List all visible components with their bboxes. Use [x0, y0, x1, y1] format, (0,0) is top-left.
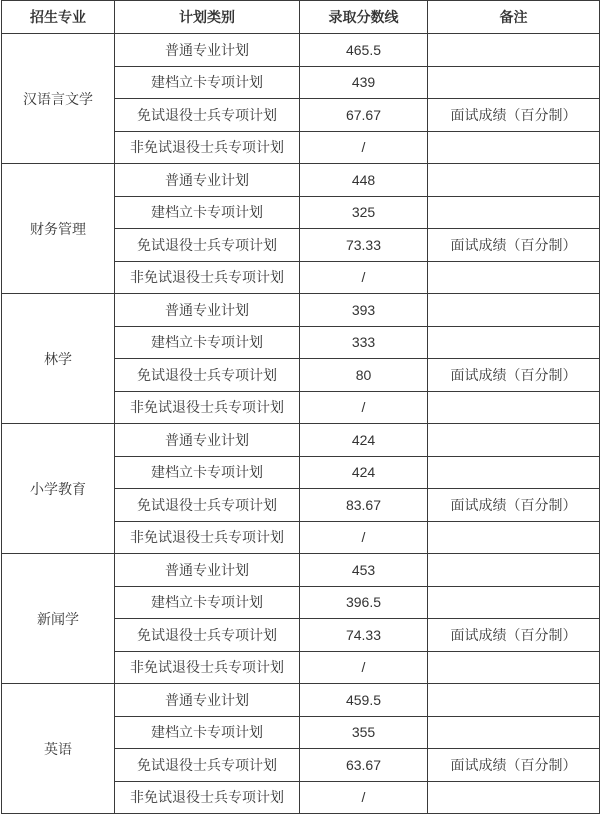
header-admission-score: 录取分数线 — [300, 1, 428, 34]
major-name-cell: 英语 — [2, 684, 115, 814]
note-cell — [428, 651, 600, 684]
table-row — [2, 294, 600, 327]
plan-category-cell: 建档立卡专项计划 — [115, 586, 300, 619]
plan-category-cell: 免试退役士兵专项计划 — [115, 229, 300, 262]
note-cell — [428, 261, 600, 294]
table-row — [2, 164, 600, 197]
plan-category-cell: 普通专业计划 — [115, 34, 300, 67]
score-cell: 459.5 — [300, 684, 428, 717]
plan-category-cell: 免试退役士兵专项计划 — [115, 359, 300, 392]
major-name-cell: 林学 — [2, 294, 115, 424]
plan-category-cell: 免试退役士兵专项计划 — [115, 99, 300, 132]
note-cell — [428, 66, 600, 99]
score-cell: 73.33 — [300, 229, 428, 262]
score-cell: 83.67 — [300, 489, 428, 522]
score-cell: 80 — [300, 359, 428, 392]
table-row — [2, 684, 600, 717]
plan-category-cell: 普通专业计划 — [115, 294, 300, 327]
plan-category-cell: 普通专业计划 — [115, 554, 300, 587]
plan-category-cell: 免试退役士兵专项计划 — [115, 749, 300, 782]
plan-category-cell: 非免试退役士兵专项计划 — [115, 781, 300, 814]
score-cell: 74.33 — [300, 619, 428, 652]
score-cell: / — [300, 131, 428, 164]
score-cell: / — [300, 651, 428, 684]
plan-category-cell: 非免试退役士兵专项计划 — [115, 131, 300, 164]
note-cell — [428, 716, 600, 749]
note-cell — [428, 554, 600, 587]
score-cell: / — [300, 391, 428, 424]
plan-category-cell: 非免试退役士兵专项计划 — [115, 391, 300, 424]
plan-category-cell: 非免试退役士兵专项计划 — [115, 521, 300, 554]
note-cell — [428, 684, 600, 717]
score-cell: / — [300, 261, 428, 294]
major-name-cell: 财务管理 — [2, 164, 115, 294]
major-name-cell: 小学教育 — [2, 424, 115, 554]
plan-category-cell: 建档立卡专项计划 — [115, 66, 300, 99]
score-cell: 393 — [300, 294, 428, 327]
score-cell: 439 — [300, 66, 428, 99]
plan-category-cell: 免试退役士兵专项计划 — [115, 619, 300, 652]
plan-category-cell: 非免试退役士兵专项计划 — [115, 651, 300, 684]
score-cell: 63.67 — [300, 749, 428, 782]
note-cell — [428, 164, 600, 197]
score-cell: 448 — [300, 164, 428, 197]
table-header — [2, 1, 600, 34]
plan-category-cell: 非免试退役士兵专项计划 — [115, 261, 300, 294]
note-cell — [428, 34, 600, 67]
plan-category-cell: 普通专业计划 — [115, 164, 300, 197]
header-plan-category: 计划类别 — [115, 1, 300, 34]
plan-category-cell: 建档立卡专项计划 — [115, 716, 300, 749]
score-cell: 355 — [300, 716, 428, 749]
score-cell: 67.67 — [300, 99, 428, 132]
score-cell: 465.5 — [300, 34, 428, 67]
score-cell: 424 — [300, 456, 428, 489]
plan-category-cell: 普通专业计划 — [115, 684, 300, 717]
header-major: 招生专业 — [2, 1, 115, 34]
note-cell — [428, 781, 600, 814]
note-cell — [428, 391, 600, 424]
table-row — [2, 554, 600, 587]
note-cell — [428, 131, 600, 164]
note-cell: 面试成绩（百分制） — [428, 229, 600, 262]
score-cell: 424 — [300, 424, 428, 457]
note-cell: 面试成绩（百分制） — [428, 99, 600, 132]
note-cell: 面试成绩（百分制） — [428, 619, 600, 652]
score-cell: / — [300, 781, 428, 814]
table-row — [2, 34, 600, 67]
header-note: 备注 — [428, 1, 600, 34]
note-cell: 面试成绩（百分制） — [428, 749, 600, 782]
note-cell — [428, 424, 600, 457]
note-cell — [428, 456, 600, 489]
note-cell — [428, 521, 600, 554]
score-cell: / — [300, 521, 428, 554]
plan-category-cell: 免试退役士兵专项计划 — [115, 489, 300, 522]
header-row — [2, 1, 600, 34]
major-name-cell: 新闻学 — [2, 554, 115, 684]
plan-category-cell: 建档立卡专项计划 — [115, 196, 300, 229]
table-row — [2, 424, 600, 457]
admission-score-table — [1, 0, 600, 814]
score-cell: 333 — [300, 326, 428, 359]
score-cell: 396.5 — [300, 586, 428, 619]
note-cell — [428, 326, 600, 359]
score-cell: 325 — [300, 196, 428, 229]
note-cell — [428, 196, 600, 229]
plan-category-cell: 建档立卡专项计划 — [115, 456, 300, 489]
note-cell — [428, 294, 600, 327]
note-cell — [428, 586, 600, 619]
plan-category-cell: 建档立卡专项计划 — [115, 326, 300, 359]
table-body — [2, 34, 600, 814]
plan-category-cell: 普通专业计划 — [115, 424, 300, 457]
note-cell: 面试成绩（百分制） — [428, 359, 600, 392]
score-cell: 453 — [300, 554, 428, 587]
major-name-cell: 汉语言文学 — [2, 34, 115, 164]
note-cell: 面试成绩（百分制） — [428, 489, 600, 522]
